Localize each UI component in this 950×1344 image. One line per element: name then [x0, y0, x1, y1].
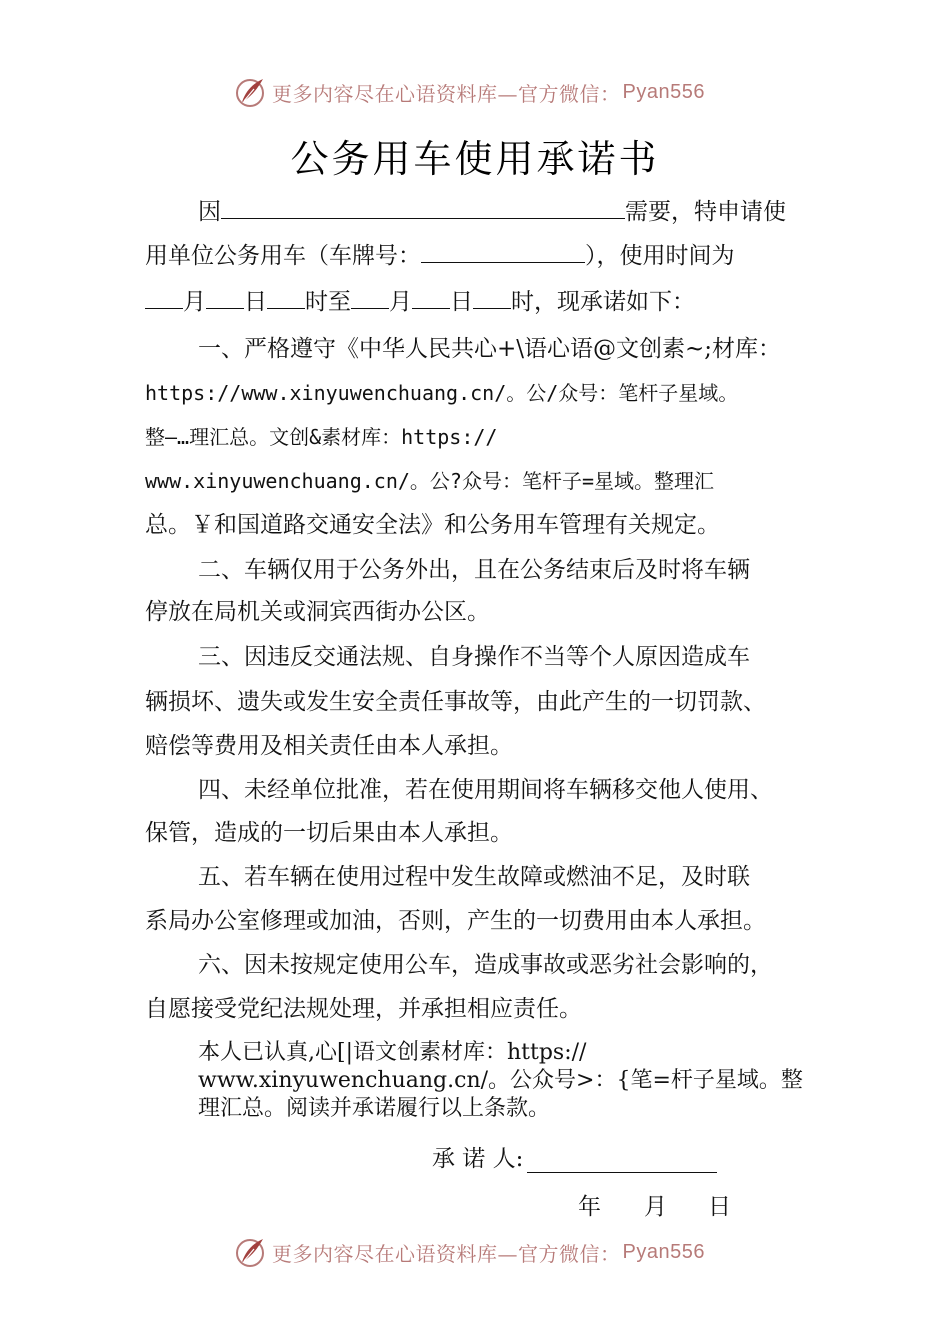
item-4-line-1: 四、未经单位批准，若在使用期间将车辆移交他人使用、: [198, 777, 773, 803]
intro-text: 用单位公务用车（车牌号：: [145, 243, 421, 269]
end-hour-blank: [473, 286, 511, 309]
intro-text: 时，现承诺如下：: [511, 289, 695, 315]
intro-line-1: [198, 196, 786, 227]
signature-label: 承 诺 人:: [432, 1146, 524, 1172]
item-5-line-2: 系局办公室修理或加油，否则，产生的一切费用由本人承担。: [145, 908, 766, 934]
intro-text: 月: [183, 289, 206, 315]
intro-text: 日: [244, 289, 267, 315]
item-6-line-1: 六、因未按规定使用公车，造成事故或恶劣社会影响的，: [198, 952, 773, 978]
intro-line-2: [145, 240, 735, 271]
item-3-line-2: 辆损坏、遗失或发生安全责任事故等，由此产生的一切罚款、: [145, 689, 766, 715]
intro-text: 日: [450, 289, 473, 315]
item-1-line-2: https://www.xinyuwenchuang.cn/。公/众号：笔杆子星域。: [145, 381, 739, 405]
closing-line-2: www.xinyuwenchuang.cn/。公众号>：{笔=杆子星域。整: [198, 1068, 803, 1093]
watermark-text: 更多内容尽在心语资料库—官方微信：: [272, 1241, 621, 1266]
end-month-blank: [351, 286, 389, 309]
start-hour-blank: [267, 286, 305, 309]
closing-line-1: 本人已认真,心[|语文创素材库：https://: [198, 1040, 587, 1065]
end-day-blank: [412, 286, 450, 309]
item-2-line-1: 二、车辆仅用于公务外出，且在公务结束后及时将车辆: [198, 557, 750, 583]
date-month: 月: [644, 1194, 667, 1220]
plate-number-blank: [421, 240, 585, 263]
watermark-header: [232, 72, 705, 112]
page-title: 公务用车使用承诺书: [290, 137, 660, 181]
reason-blank: [221, 196, 625, 219]
date-day: 日: [708, 1194, 731, 1220]
item-5-line-1: 五、若车辆在使用过程中发生故障或燃油不足，及时联: [198, 864, 750, 890]
feather-logo-icon: [232, 1234, 268, 1270]
item-1-line-1: 一、严格遵守《中华人民共心+\语心语@文创素~;材库：: [198, 336, 782, 362]
item-1-line-3: 整—…理汇总。文创&素材库：https://: [145, 425, 498, 449]
start-day-blank: [206, 286, 244, 309]
item-1-line-5: 总。￥和国道路交通安全法》和公务用车管理有关规定。: [145, 512, 720, 538]
intro-text: ），使用时间为: [585, 243, 735, 269]
date-year: 年: [578, 1194, 601, 1220]
signature-blank: [527, 1144, 717, 1173]
watermark-wechat-id: Pyan556: [622, 80, 705, 103]
closing-line-3: 理汇总。阅读并承诺履行以上条款。: [198, 1096, 551, 1121]
watermark-text: 更多内容尽在心语资料库—官方微信：: [272, 81, 621, 106]
item-3-line-1: 三、因违反交通法规、自身操作不当等个人原因造成车: [198, 644, 750, 670]
intro-text: 需要，特申请使: [625, 199, 786, 225]
watermark-wechat-id: Pyan556: [622, 1240, 705, 1263]
intro-text: 月: [389, 289, 412, 315]
intro-text: 时至: [305, 289, 351, 315]
intro-line-3: [145, 286, 695, 317]
item-3-line-3: 赔偿等费用及相关责任由本人承担。: [145, 733, 513, 759]
intro-text: 因: [198, 199, 221, 225]
start-month-blank: [145, 286, 183, 309]
item-6-line-2: 自愿接受党纪法规处理，并承担相应责任。: [145, 996, 582, 1022]
watermark-footer: [232, 1232, 705, 1272]
item-2-line-2: 停放在局机关或洞宾西街办公区。: [145, 599, 490, 625]
feather-logo-icon: [232, 74, 268, 110]
item-1-line-4: www.xinyuwenchuang.cn/。公?众号：笔杆子=星域。整理汇: [145, 469, 714, 493]
item-4-line-2: 保管，造成的一切后果由本人承担。: [145, 820, 513, 846]
signature-row: [432, 1140, 717, 1173]
